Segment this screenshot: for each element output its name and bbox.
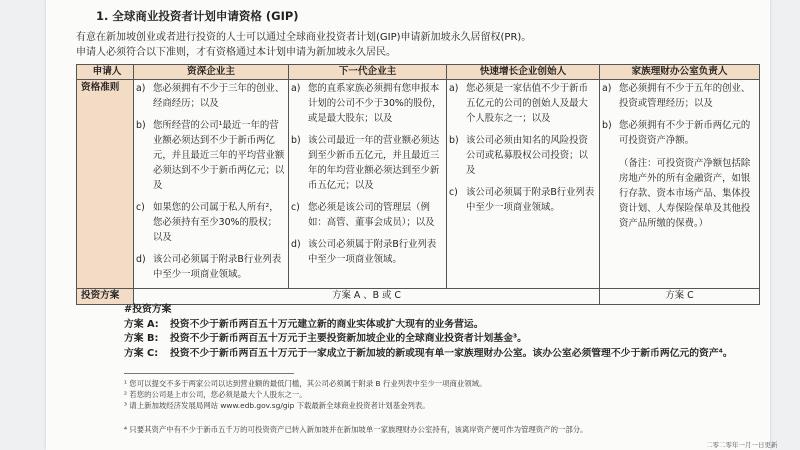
criteria-cell <box>134 80 289 289</box>
criteria-item <box>289 132 446 193</box>
criteria-marker: b) <box>291 135 301 146</box>
plan-abc-cell: 方案 A 、B 或 C <box>134 289 600 305</box>
criteria-text: 如果您的公司属于私人所有²，您必须持有至少30%的股权；以及 <box>153 202 279 243</box>
header-family-office: 家族理财办公室负责人 <box>600 65 760 80</box>
criteria-text: 您所经营的公司¹最近一年的营业额必须达到不少于新币两亿元，并且最近三年的平均营业额必须达到不少于新币两亿元；以及 <box>153 120 285 191</box>
criteria-cell <box>289 80 447 289</box>
criteria-item <box>289 236 446 267</box>
plan-item-label: 方案 B: <box>124 333 159 344</box>
criteria-item <box>134 251 288 282</box>
footnote: ¹ 您可以提交不多于两家公司以达到营业额的最低门槛，其公司必须属于附录 B 行业列表中至少一项商业领域。 <box>124 379 487 388</box>
criteria-item <box>134 199 288 245</box>
criteria-item <box>447 80 599 126</box>
criteria-text: 该公司必须属于附录B行业列表中至少一项商业领域。 <box>153 254 282 280</box>
criteria-text: 您必须是该公司的管理层（例如：高管、董事会成员）；以及 <box>308 202 435 228</box>
plan-c-cell: 方案 C <box>600 289 760 305</box>
criteria-marker: c) <box>136 202 145 213</box>
criteria-marker: b) <box>602 120 612 131</box>
header-next-gen-owner: 下一代企业主 <box>289 65 447 80</box>
criteria-text: 您的直系家族必须拥有您申报本计划的公司不少于30%的股份，或是最大股东；以及 <box>308 83 442 124</box>
investment-plans <box>124 303 733 361</box>
plan-item-label: 方案 C: <box>124 347 159 359</box>
table-header-row <box>77 65 760 80</box>
criteria-row <box>77 80 760 289</box>
criteria-item <box>134 80 288 111</box>
family-office-note: （备注：可投资资产净额包括除房地产外的所有金融资产，如银行存款、资本市场产品、集体投资计划、人寿保险保单及其他投资产品所缴的保费。） <box>619 158 751 229</box>
criteria-text: 该公司必须属于附录B行业列表中至少一项商业领域。 <box>466 187 595 213</box>
criteria-marker: c) <box>449 187 458 198</box>
intro-paragraph <box>76 30 756 60</box>
header-established-owner: 资深企业主 <box>134 65 289 80</box>
plan-item-text: 投资不少于新币两百五十万元于主要投资新加坡企业的全球商业投资者计划基金³。 <box>170 333 527 344</box>
footnote: ⁴ 只要其资产中有不少于新币五千万的可投资资产已转入新加坡并在新加坡单一家族理财办公室持有，该离岸资产便可作为管理资产的一部分。 <box>124 425 588 434</box>
criteria-marker: c) <box>291 202 300 213</box>
criteria-text: 您必须是一家估值不少于新币五亿元的公司的创始人及最大个人股东之一；以及 <box>466 83 588 124</box>
update-date: 二零二零年一月一日更新 <box>706 441 778 449</box>
criteria-marker: a) <box>136 83 146 94</box>
intro-line: 有意在新加坡创业或者进行投资的人士可以通过全球商业投资者计划(GIP)申请新加坡永久居留权(PR)。 <box>76 32 532 43</box>
criteria-item <box>289 199 446 230</box>
criteria-text: 该公司必须由知名的风险投资公司或私募股权公司投资；以及 <box>466 135 588 176</box>
criteria-cell <box>447 80 600 289</box>
plan-label: 投资方案 <box>77 289 134 305</box>
criteria-item <box>447 132 599 178</box>
criteria-item <box>134 117 288 193</box>
criteria-text: 您必须拥有不少于五年的创业、投资或管理经历；以及 <box>619 83 751 109</box>
criteria-marker: a) <box>602 83 612 94</box>
criteria-text: 该公司最近一年的营业额必须达到至少新币五亿元，并且最近三年的年均营业额必须达到至少新币五亿元；以及 <box>308 135 440 191</box>
criteria-text: 您必须拥有不少于新币两亿元的可投资资产净额。 <box>619 120 751 146</box>
criteria-marker: b) <box>136 120 146 131</box>
criteria-item <box>600 117 759 148</box>
plan-item-text: 投资不少于新币两百五十万元建立新的商业实体或扩大现有的业务营运。 <box>170 318 484 330</box>
plan-item-label: 方案 A: <box>124 318 159 330</box>
criteria-item <box>289 80 446 126</box>
document-page <box>46 0 778 450</box>
criteria-label: 资格准则 <box>77 80 134 289</box>
criteria-item <box>600 80 759 111</box>
footnote-divider <box>124 373 294 374</box>
intro-line: 申请人必须符合以下准则，才有资格通过本计划申请为新加坡永久居民。 <box>76 47 396 58</box>
page-title: 1. 全球商业投资者计划申请资格 (GIP) <box>96 9 299 23</box>
header-applicant: 申请人 <box>77 65 134 80</box>
plan-item <box>124 332 733 347</box>
header-fast-growth-founder: 快速增长企业创始人 <box>447 65 600 80</box>
criteria-marker: d) <box>291 239 301 250</box>
plans-heading: #投资方案 <box>124 304 172 315</box>
criteria-text: 该公司必须属于附录B行业列表中至少一项商业领域。 <box>308 239 437 265</box>
plan-item-text: 投资不少于新币两百五十万元于一家成立于新加坡的新或现有单一家族理财办公室。该办公室必须管理不少于新币两亿元的资产⁴。 <box>170 347 733 359</box>
footnotes <box>124 378 486 411</box>
plan-item <box>124 318 733 333</box>
footnote: ³ 请上新加坡经济发展局网站 www.edb.gov.sg/gip 下载最新全球商业投资者计划基金列表。 <box>124 401 430 410</box>
criteria-marker: a) <box>291 83 301 94</box>
eligibility-table <box>76 64 760 305</box>
plan-item <box>124 347 733 362</box>
footnote: ² 若您的公司是上市公司，您必须是最大个人股东之一。 <box>124 390 307 399</box>
criteria-marker: b) <box>449 135 459 146</box>
criteria-marker: a) <box>449 83 459 94</box>
criteria-item <box>447 184 599 215</box>
criteria-cell <box>600 80 760 289</box>
criteria-text: 您必须拥有不少于三年的创业、经商经历；以及 <box>153 83 285 109</box>
criteria-marker: d) <box>136 254 146 265</box>
